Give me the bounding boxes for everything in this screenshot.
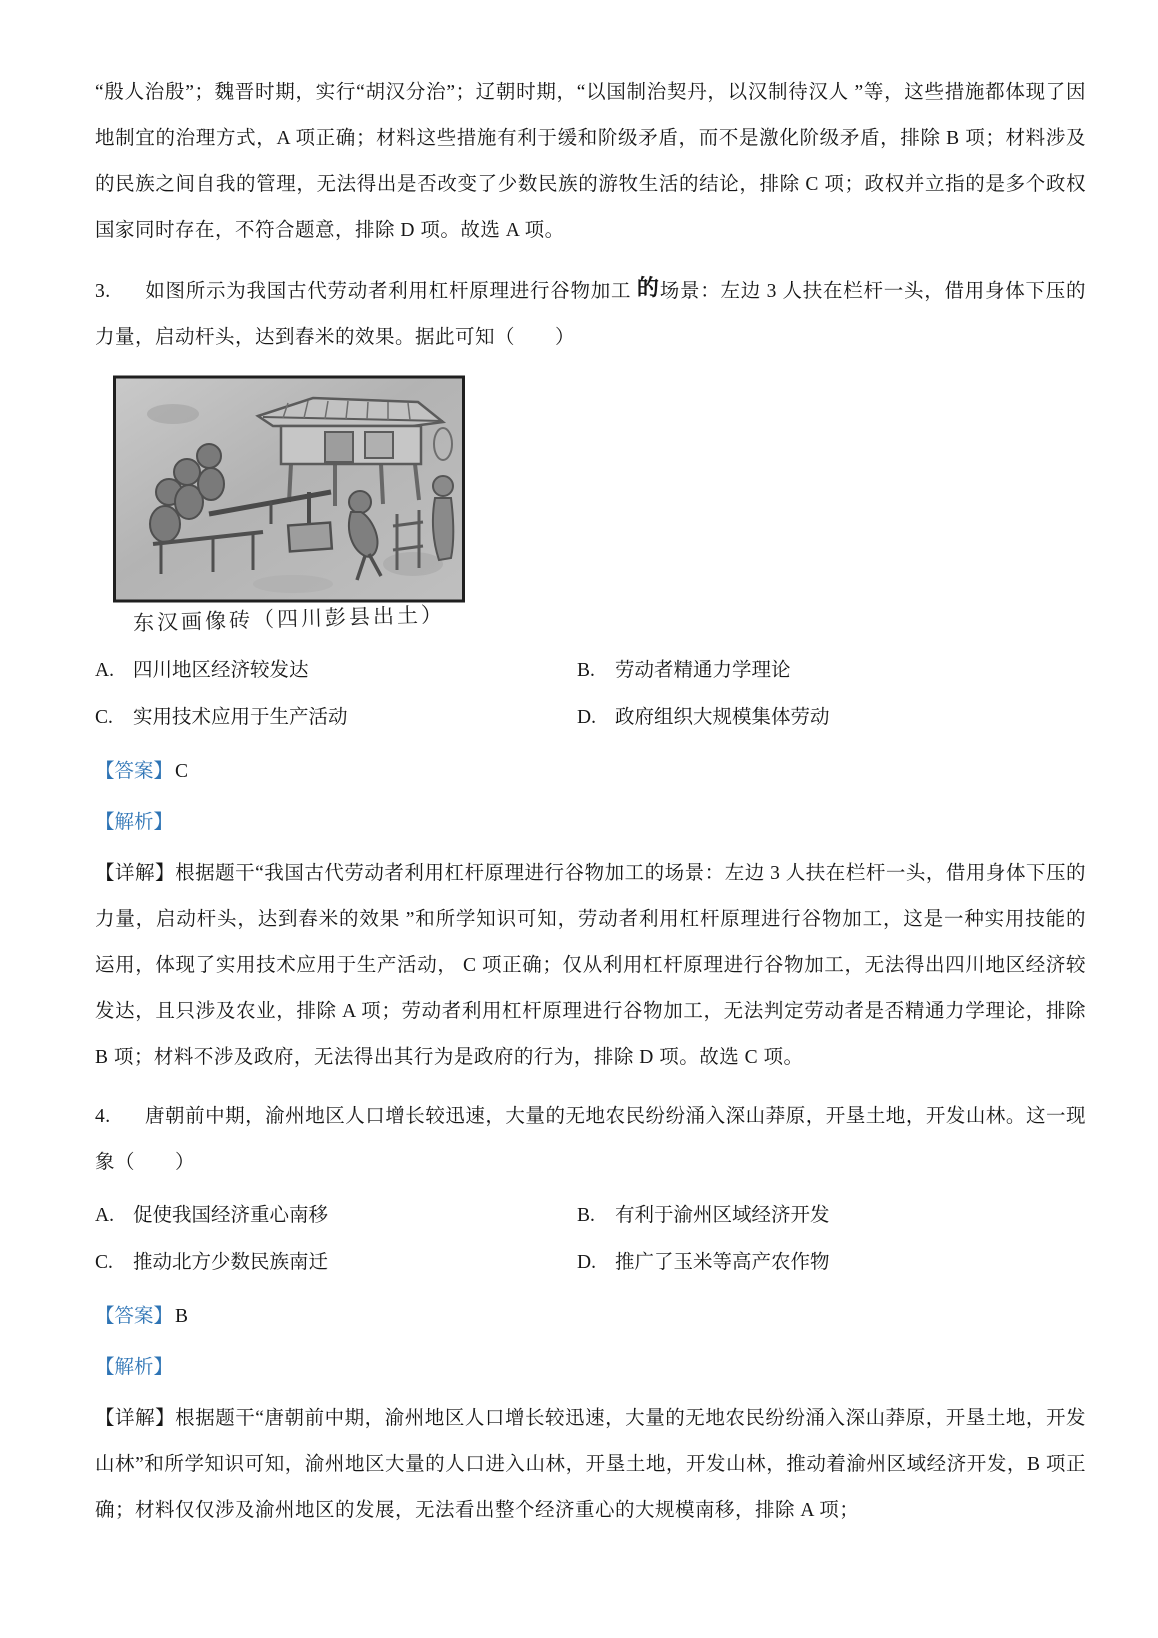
- han-brick-relief-image: [113, 374, 465, 604]
- q4-option-d-label: D.: [577, 1252, 596, 1273]
- q3-analysis-line: [95, 800, 1086, 846]
- q3-stem-text-1: 如图所示为我国古代劳动者利用杠杆原理进行谷物加工: [145, 281, 637, 302]
- q3-answer-line: [95, 749, 1086, 795]
- q4-option-b-label: B.: [577, 1205, 595, 1226]
- q3-option-b: [577, 647, 1086, 694]
- answer-label: 【答案】: [95, 1306, 174, 1327]
- q3-option-c: [95, 694, 577, 741]
- q4-option-c-text: 推动北方少数民族南迁: [133, 1252, 329, 1273]
- q4-option-b-text: 有利于渝州区域经济开发: [615, 1205, 830, 1226]
- q3-option-c-text: 实用技术应用于生产活动: [133, 707, 348, 728]
- q3-stem-bold-char: 的: [636, 275, 660, 300]
- q3-stem-text-2: 场景：左边 3 人扶在栏杆一头，借用身体下压的力量，启动杆头，达到舂米的效果。据此可知（ ）: [95, 281, 1086, 348]
- q3-option-a-text: 四川地区经济较发达: [133, 660, 309, 681]
- q4-option-c: [95, 1239, 577, 1286]
- figure-caption: 东汉画像砖（四川彭县出土）: [132, 602, 446, 636]
- q4-option-c-label: C.: [95, 1252, 113, 1273]
- q4-option-d: [577, 1239, 1086, 1286]
- q4-option-a-label: A.: [95, 1205, 114, 1226]
- q3-figure: [113, 374, 465, 636]
- q3-number: 3.: [95, 281, 111, 302]
- q2-analysis-continuation: “殷人治殷”；魏晋时期，实行“胡汉分治”；辽朝时期，“以国制治契丹，以汉制待汉人 ”等，这些措施都体现了因地制宜的治理方式，A 项正确；材料这些措施有利于缓和阶级矛盾，而不是激化阶级矛盾，排除 B 项；材料涉及的民族之间自我的管理，无法得出是否改变了少数民族的游牧生活的结论，排除 C 项；政权并立指的是多个政权国家同时存在，不符合题意，排除 D 项。故选 A 项。: [95, 82, 1086, 241]
- q4-stem: [95, 1094, 1086, 1186]
- q4-options: [95, 1192, 1086, 1286]
- q3-answer-letter: C: [175, 761, 189, 782]
- analysis-label: 【解析】: [95, 812, 174, 833]
- q4-option-d-text: 推广了玉米等高产农作物: [615, 1252, 830, 1273]
- q3-option-d: [577, 694, 1086, 741]
- q4-number: 4.: [95, 1106, 111, 1127]
- q3-option-a: [95, 647, 577, 694]
- analysis-label: 【解析】: [95, 1357, 174, 1378]
- detail-label: 【详解】: [95, 863, 176, 884]
- q4-option-a-text: 促使我国经济重心南移: [133, 1205, 329, 1226]
- q4-detail-text: 根据题干“唐朝前中期，渝州地区人口增长较迅速，大量的无地农民纷纷涌入深山莽原，开垦土地，开发山林”和所学知识可知，渝州地区大量的人口进入山林，开垦土地，开发山林，推动着渝州区域经济开发，B 项正确；材料仅仅涉及渝州地区的发展，无法看出整个经济重心的大规模南移，排除 A 项；: [95, 1408, 1086, 1521]
- q4-answer-line: [95, 1294, 1086, 1340]
- q3-option-c-label: C.: [95, 707, 113, 728]
- q3-option-b-label: B.: [577, 660, 595, 681]
- q4-analysis-line: [95, 1345, 1086, 1391]
- q4-answer-letter: B: [175, 1306, 189, 1327]
- q4-detail: [95, 1396, 1086, 1534]
- q3-detail-text: 根据题干“我国古代劳动者利用杠杆原理进行谷物加工的场景：左边 3 人扶在栏杆一头，借用身体下压的力量，启动杆头，达到舂米的效果 ”和所学知识可知，劳动者利用杠杆原理进行谷物加工，这是一种实用技能的运用，体现了实用技术应用于生产活动， C 项正确；仅从利用杠杆原理进行谷物加工，无法得出四川地区经济较发达，且只涉及农业，排除 A 项；劳动者利用杠杆原理进行谷物加工，无法判定劳动者是否精通力学理论，排除 B 项；材料不涉及政府，无法得出其行为是政府的行为，排除 D 项。故选 C 项。: [95, 863, 1086, 1068]
- q3-options: [95, 647, 1086, 741]
- q4-stem-text: 唐朝前中期，渝州地区人口增长较迅速，大量的无地农民纷纷涌入深山莽原，开垦土地，开发山林。这一现象（ ）: [95, 1106, 1086, 1173]
- q4-option-b: [577, 1192, 1086, 1239]
- q4-option-a: [95, 1192, 577, 1239]
- detail-label: 【详解】: [95, 1408, 176, 1429]
- q3-option-b-text: 劳动者精通力学理论: [615, 660, 791, 681]
- q3-detail: [95, 851, 1086, 1081]
- q3-option-a-label: A.: [95, 660, 114, 681]
- q3-option-d-text: 政府组织大规模集体劳动: [615, 707, 830, 728]
- answer-label: 【答案】: [95, 761, 174, 782]
- q3-option-d-label: D.: [577, 707, 596, 728]
- q3-stem: [95, 267, 1086, 361]
